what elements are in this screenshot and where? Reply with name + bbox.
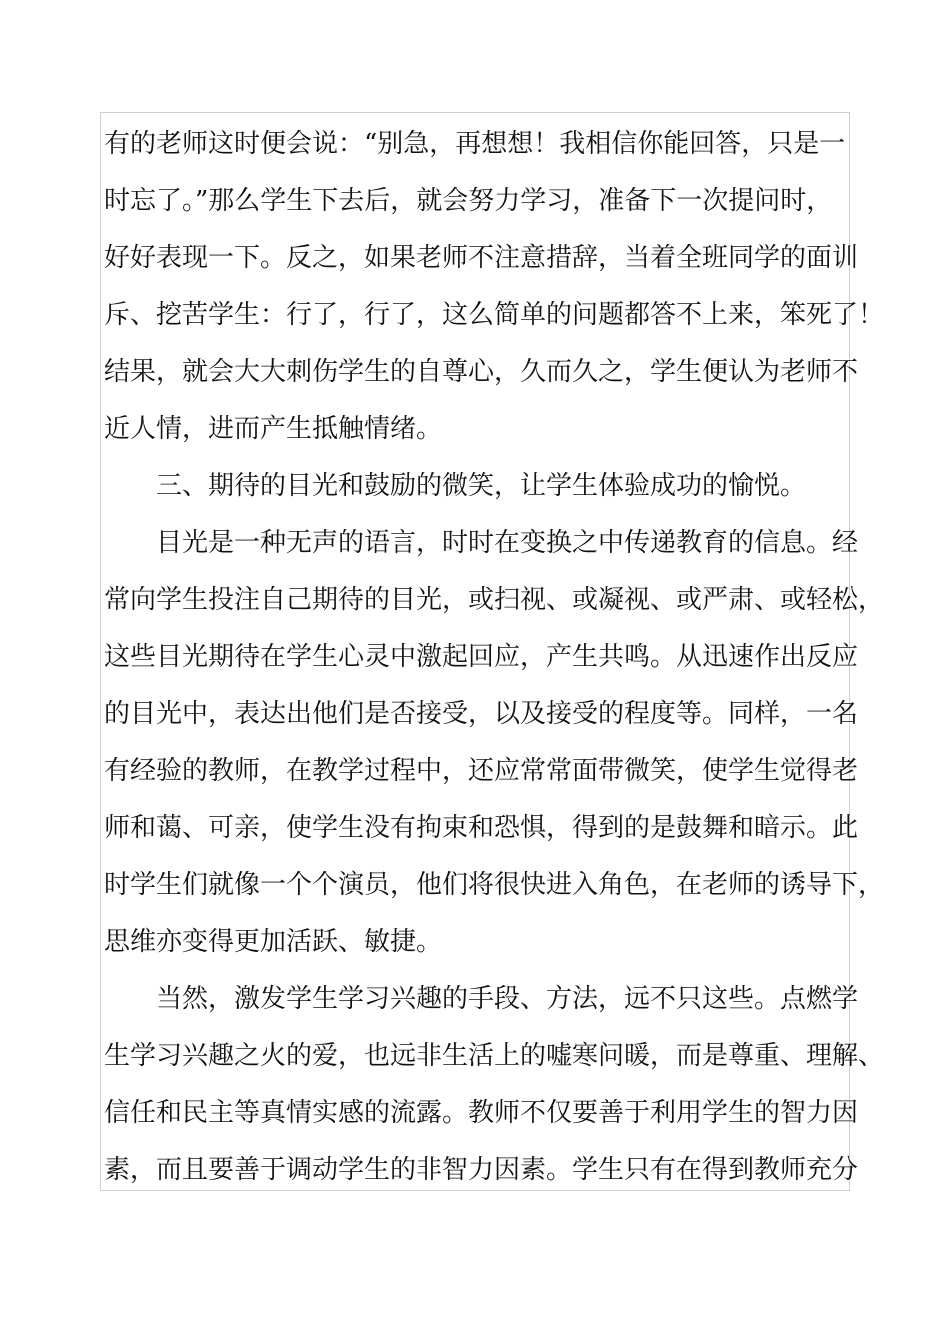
text-line: 近人情，进而产生抵触情绪。 [104, 414, 443, 444]
text-line: 常向学生投注自己期待的目光，或扫视、或凝视、或严肃、或轻松， [104, 585, 885, 615]
section-heading: 三、期待的目光和鼓励的微笑，让学生体验成功的愉悦。 [156, 471, 807, 501]
text-line: 这些目光期待在学生心灵中激起回应，产生共鸣。从迅速作出反应 [104, 642, 859, 672]
document-body [104, 116, 885, 1199]
text-line: 斥、挖苦学生：行了，行了，这么简单的问题都答不上来，笨死了！ [104, 300, 885, 330]
text-line: 思维亦变得更加活跃、敏捷。 [104, 927, 443, 957]
text-line: 的目光中，表达出他们是否接受，以及接受的程度等。同样，一名 [104, 699, 859, 729]
text-line: 好好表现一下。反之，如果老师不注意措辞，当着全班同学的面训 [104, 243, 859, 273]
text-line: 时学生们就像一个个演员，他们将很快进入角色，在老师的诱导下， [104, 870, 885, 900]
text-line: 有的老师这时便会说：“别急，再想想！我相信你能回答，只是一 [104, 129, 846, 159]
paragraph-start-line: 目光是一种无声的语言，时时在变换之中传递教育的信息。经 [156, 528, 859, 558]
text-line: 时忘了。”那么学生下去后，就会努力学习，准备下一次提问时， [104, 186, 833, 216]
text-line: 有经验的教师，在教学过程中，还应常常面带微笑，使学生觉得老 [104, 756, 859, 786]
text-line: 师和蔼、可亲，使学生没有拘束和恐惧，得到的是鼓舞和暗示。此 [104, 813, 859, 843]
text-line: 素，而且要善于调动学生的非智力因素。学生只有在得到教师充分 [104, 1155, 859, 1185]
text-line: 生学习兴趣之火的爱，也远非生活上的嘘寒问暖，而是尊重、理解、 [104, 1041, 885, 1071]
paragraph-start-line: 当然，激发学生学习兴趣的手段、方法，远不只这些。点燃学 [156, 984, 859, 1014]
text-line: 结果，就会大大刺伤学生的自尊心，久而久之，学生便认为老师不 [104, 357, 859, 387]
text-line: 信任和民主等真情实感的流露。教师不仅要善于利用学生的智力因 [104, 1098, 859, 1128]
